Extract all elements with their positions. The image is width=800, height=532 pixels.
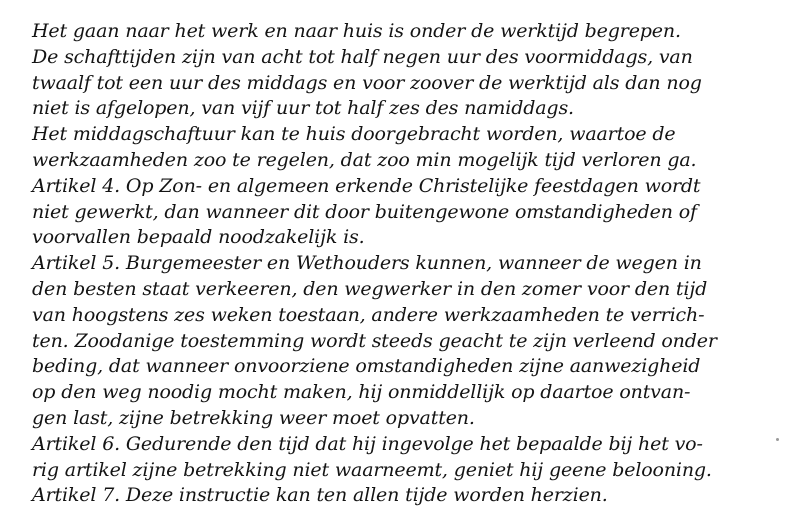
- text-line: De schafttijden zijn van acht tot half negen uur des voormiddags, van: [32, 45, 693, 68]
- text-line: Artikel 4. Op Zon- en algemeen erkende Christelijke feestdagen wordt: [32, 174, 701, 197]
- text-line: gen last, zijne betrekking weer moet opvatten.: [32, 406, 475, 429]
- text-line: Artikel 5. Burgemeester en Wethouders kunnen, wanneer de wegen in: [32, 252, 702, 275]
- text-line: op den weg noodig mocht maken, hij onmiddellijk op daartoe ontvan-: [32, 381, 691, 404]
- text-line: van hoogstens zes weken toestaan, andere werkzaamheden te verrich-: [32, 303, 705, 326]
- document-text: [32, 19, 782, 509]
- text-line: Artikel 6. Gedurende den tijd dat hij ingevolge het bepaalde bij het vo-: [32, 432, 703, 455]
- text-line: rig artikel zijne betrekking niet waarneemt, geniet hij geene belooning.: [32, 458, 712, 481]
- text-line: niet gewerkt, dan wanneer dit door buitengewone omstandigheden of: [32, 200, 697, 223]
- text-line: den besten staat verkeeren, den wegwerker in den zomer voor den tijd: [32, 277, 708, 300]
- text-line: werkzaamheden zoo te regelen, dat zoo min mogelijk tijd verloren ga.: [32, 148, 697, 171]
- text-line: niet is afgelopen, van vijf uur tot half zes des namiddags.: [32, 97, 574, 120]
- text-line: voorvallen bepaald noodzakelijk is.: [32, 226, 365, 249]
- text-line: Artikel 7. Deze instructie kan ten allen tijde worden herzien.: [32, 484, 608, 507]
- text-line: Het gaan naar het werk en naar huis is onder de werktijd begrepen.: [32, 20, 681, 42]
- text-line: twaalf tot een uur des middags en voor zoover de werktijd als dan nog: [32, 71, 702, 94]
- text-line: beding, dat wanneer onvoorziene omstandigheden zijne aanwezigheid: [32, 355, 701, 378]
- text-line: Het middagschaftuur kan te huis doorgebracht worden, waartoe de: [32, 123, 676, 146]
- text-line: ten. Zoodanige toestemming wordt steeds geacht te zijn verleend onder: [32, 329, 717, 352]
- scan-speck: [776, 438, 779, 441]
